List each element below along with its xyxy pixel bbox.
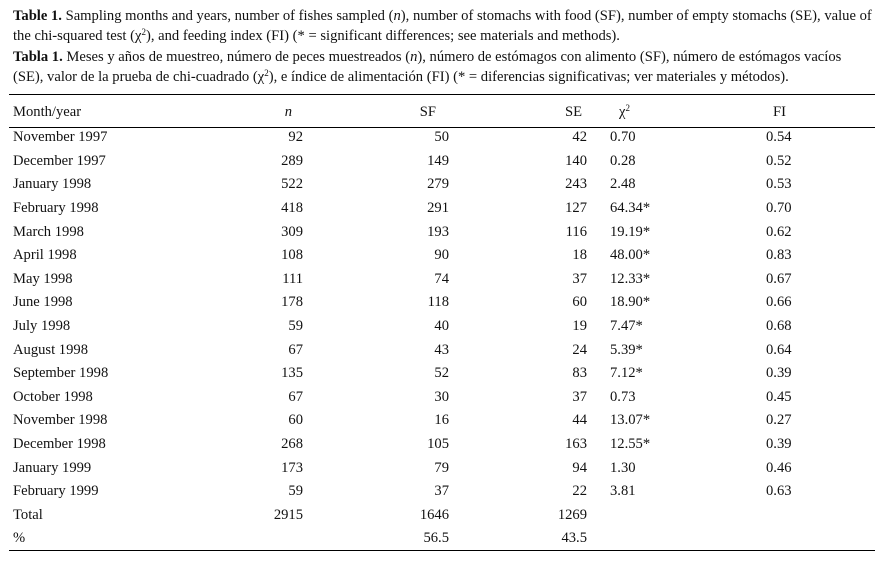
cell-chi-squared: 18.90* xyxy=(610,294,651,311)
cell-sf: 30 xyxy=(434,388,449,405)
cell-se: 44 xyxy=(572,412,587,429)
cell-n: 309 xyxy=(281,223,303,240)
table-top-rule xyxy=(9,94,875,95)
cell-se: 18 xyxy=(572,247,587,264)
cell-sf: 16 xyxy=(434,412,449,429)
cell-month: April 1998 xyxy=(13,247,77,264)
header-se: SE xyxy=(564,103,582,120)
cell-n xyxy=(243,527,303,551)
header-chi-squared xyxy=(587,98,746,126)
cell-chi-squared: 12.33* xyxy=(610,270,651,287)
cell-n: 67 xyxy=(288,341,303,358)
cell-sf: 43 xyxy=(434,341,449,358)
cell-fi: 0.70 xyxy=(766,200,792,217)
cell-n: 268 xyxy=(281,436,303,453)
cell-se: 127 xyxy=(565,200,587,217)
cell-fi: 0.68 xyxy=(766,318,792,335)
cell-fi: 0.39 xyxy=(766,436,792,453)
caption-spanish-text-2: ), número de estómagos con alimento (SF), número de estómagos vacíos (SE), valor de la prueba de chi-cuadrado (χ xyxy=(13,49,842,85)
cell-se: 19 xyxy=(572,318,587,335)
cell-se: 1269 xyxy=(557,506,587,523)
cell-fi xyxy=(746,527,881,551)
cell-chi-squared: 3.81 xyxy=(610,483,636,500)
cell-se: 22 xyxy=(572,483,587,500)
cell-chi-squared: 7.12* xyxy=(610,365,643,382)
table-row xyxy=(9,150,881,174)
cell-sf: 37 xyxy=(434,483,449,500)
cell-se: 94 xyxy=(572,459,587,476)
cell-chi-squared: 0.28 xyxy=(610,152,636,169)
cell-chi-squared xyxy=(587,527,746,551)
table-row xyxy=(9,480,881,504)
table-row xyxy=(9,173,881,197)
cell-se: 163 xyxy=(565,436,587,453)
cell-month: December 1998 xyxy=(13,436,106,453)
cell-chi-squared: 7.47* xyxy=(610,318,643,335)
cell-n: 111 xyxy=(282,270,303,287)
cell-chi-squared: 64.34* xyxy=(610,200,651,217)
cell-fi: 0.62 xyxy=(766,223,792,240)
cell-chi-squared: 1.30 xyxy=(610,459,636,476)
table-row xyxy=(9,338,881,362)
cell-sf: 56.5 xyxy=(423,530,449,547)
cell-month: Total xyxy=(13,506,43,523)
cell-chi-squared: 12.55* xyxy=(610,436,651,453)
table-row xyxy=(9,409,881,433)
cell-se: 42 xyxy=(572,129,587,146)
caption-english-n: n xyxy=(393,8,401,24)
cell-se: 24 xyxy=(572,341,587,358)
header-n: n xyxy=(284,103,292,120)
cell-se: 37 xyxy=(572,388,587,405)
cell-chi-squared xyxy=(587,504,746,528)
caption-english xyxy=(13,6,875,46)
header-chi-sup: 2 xyxy=(625,102,630,113)
cell-n: 522 xyxy=(281,176,303,193)
table-row xyxy=(9,268,881,292)
cell-se: 37 xyxy=(572,270,587,287)
cell-fi: 0.83 xyxy=(766,247,792,264)
cell-fi: 0.27 xyxy=(766,412,792,429)
cell-month: % xyxy=(13,530,26,547)
cell-n: 289 xyxy=(281,152,303,169)
cell-fi: 0.64 xyxy=(766,341,792,358)
header-fi: FI xyxy=(773,103,786,120)
table-row xyxy=(9,244,881,268)
cell-sf: 90 xyxy=(434,247,449,264)
caption-english-text-3: ), and feeding index (FI) (* = significant differences; see materials and methods). xyxy=(145,28,620,44)
cell-month: December 1997 xyxy=(13,152,106,169)
cell-fi: 0.63 xyxy=(766,483,792,500)
cell-month: May 1998 xyxy=(13,270,73,287)
caption-english-text-1: Sampling months and years, number of fishes sampled ( xyxy=(61,8,394,24)
cell-se: 116 xyxy=(565,223,587,240)
cell-chi-squared: 48.00* xyxy=(610,247,651,264)
cell-n: 418 xyxy=(281,200,303,217)
cell-month: January 1999 xyxy=(13,459,92,476)
caption-spanish-text-1: Meses y años de muestreo, número de peces muestreados ( xyxy=(62,49,411,65)
cell-month: November 1997 xyxy=(13,129,108,146)
cell-chi-squared: 0.70 xyxy=(610,129,636,146)
cell-sf: 50 xyxy=(434,129,449,146)
caption-english-label: Table 1. xyxy=(13,8,62,24)
cell-month: September 1998 xyxy=(13,365,109,382)
table-row xyxy=(9,220,881,244)
cell-se: 60 xyxy=(572,294,587,311)
table-row xyxy=(9,362,881,386)
cell-n: 59 xyxy=(288,318,303,335)
cell-n: 92 xyxy=(288,129,303,146)
cell-n: 108 xyxy=(281,247,303,264)
table-row xyxy=(9,315,881,339)
table-body xyxy=(9,126,881,551)
cell-sf: 40 xyxy=(434,318,449,335)
table-row xyxy=(9,504,881,528)
cell-fi: 0.66 xyxy=(766,294,792,311)
cell-sf: 74 xyxy=(434,270,449,287)
cell-sf: 118 xyxy=(427,294,449,311)
caption-spanish xyxy=(13,47,875,87)
data-table xyxy=(9,98,881,551)
table-row xyxy=(9,126,881,150)
cell-sf: 79 xyxy=(434,459,449,476)
cell-fi: 0.67 xyxy=(766,270,792,287)
cell-chi-squared: 2.48 xyxy=(610,176,636,193)
table-row xyxy=(9,456,881,480)
caption-english-text-2: ), number of stomachs with food (SF), number of empty stomachs (SE), value of the chi-squared test (χ xyxy=(13,8,872,44)
cell-sf: 149 xyxy=(427,152,449,169)
cell-n: 67 xyxy=(288,388,303,405)
cell-month: February 1999 xyxy=(13,483,99,500)
cell-se: 140 xyxy=(565,152,587,169)
header-sf: SF xyxy=(419,103,436,120)
cell-fi: 0.45 xyxy=(766,388,792,405)
cell-n: 173 xyxy=(281,459,303,476)
cell-chi-squared: 19.19* xyxy=(610,223,651,240)
caption-spanish-sup: 2 xyxy=(264,68,269,78)
cell-month: July 1998 xyxy=(13,318,71,335)
cell-sf: 1646 xyxy=(419,506,449,523)
cell-fi xyxy=(746,504,881,528)
cell-n: 2915 xyxy=(273,506,303,523)
table-row xyxy=(9,197,881,221)
cell-fi: 0.39 xyxy=(766,365,792,382)
cell-sf: 52 xyxy=(434,365,449,382)
cell-sf: 279 xyxy=(427,176,449,193)
cell-month: November 1998 xyxy=(13,412,108,429)
cell-month: January 1998 xyxy=(13,176,92,193)
table-row xyxy=(9,291,881,315)
cell-fi: 0.54 xyxy=(766,129,792,146)
caption-english-sup: 2 xyxy=(141,27,146,37)
cell-chi-squared: 13.07* xyxy=(610,412,651,429)
table-header-row xyxy=(9,98,881,126)
cell-n: 178 xyxy=(281,294,303,311)
cell-month: March 1998 xyxy=(13,223,84,240)
cell-se: 243 xyxy=(565,176,587,193)
cell-fi: 0.53 xyxy=(766,176,792,193)
cell-n: 60 xyxy=(288,412,303,429)
caption-spanish-label: Tabla 1. xyxy=(13,49,63,65)
cell-month: June 1998 xyxy=(13,294,73,311)
cell-month: August 1998 xyxy=(13,341,88,358)
table-row xyxy=(9,527,881,551)
cell-month: October 1998 xyxy=(13,388,93,405)
cell-sf: 105 xyxy=(427,436,449,453)
caption-spanish-text-3: ), e índice de alimentación (FI) (* = diferencias significativas; ver materiales y métodos). xyxy=(268,69,789,85)
caption-spanish-n: n xyxy=(410,49,418,65)
cell-se: 83 xyxy=(572,365,587,382)
cell-chi-squared: 0.73 xyxy=(610,388,636,405)
cell-fi: 0.52 xyxy=(766,152,792,169)
header-month: Month/year xyxy=(13,103,82,120)
cell-n: 59 xyxy=(288,483,303,500)
cell-chi-squared: 5.39* xyxy=(610,341,643,358)
cell-month: February 1998 xyxy=(13,200,99,217)
cell-se: 43.5 xyxy=(561,530,587,547)
cell-fi: 0.46 xyxy=(766,459,792,476)
header-chi-symbol: χ xyxy=(619,103,626,120)
table-row xyxy=(9,386,881,410)
cell-n: 135 xyxy=(281,365,303,382)
cell-sf: 193 xyxy=(427,223,449,240)
cell-sf: 291 xyxy=(427,200,449,217)
table-row xyxy=(9,433,881,457)
